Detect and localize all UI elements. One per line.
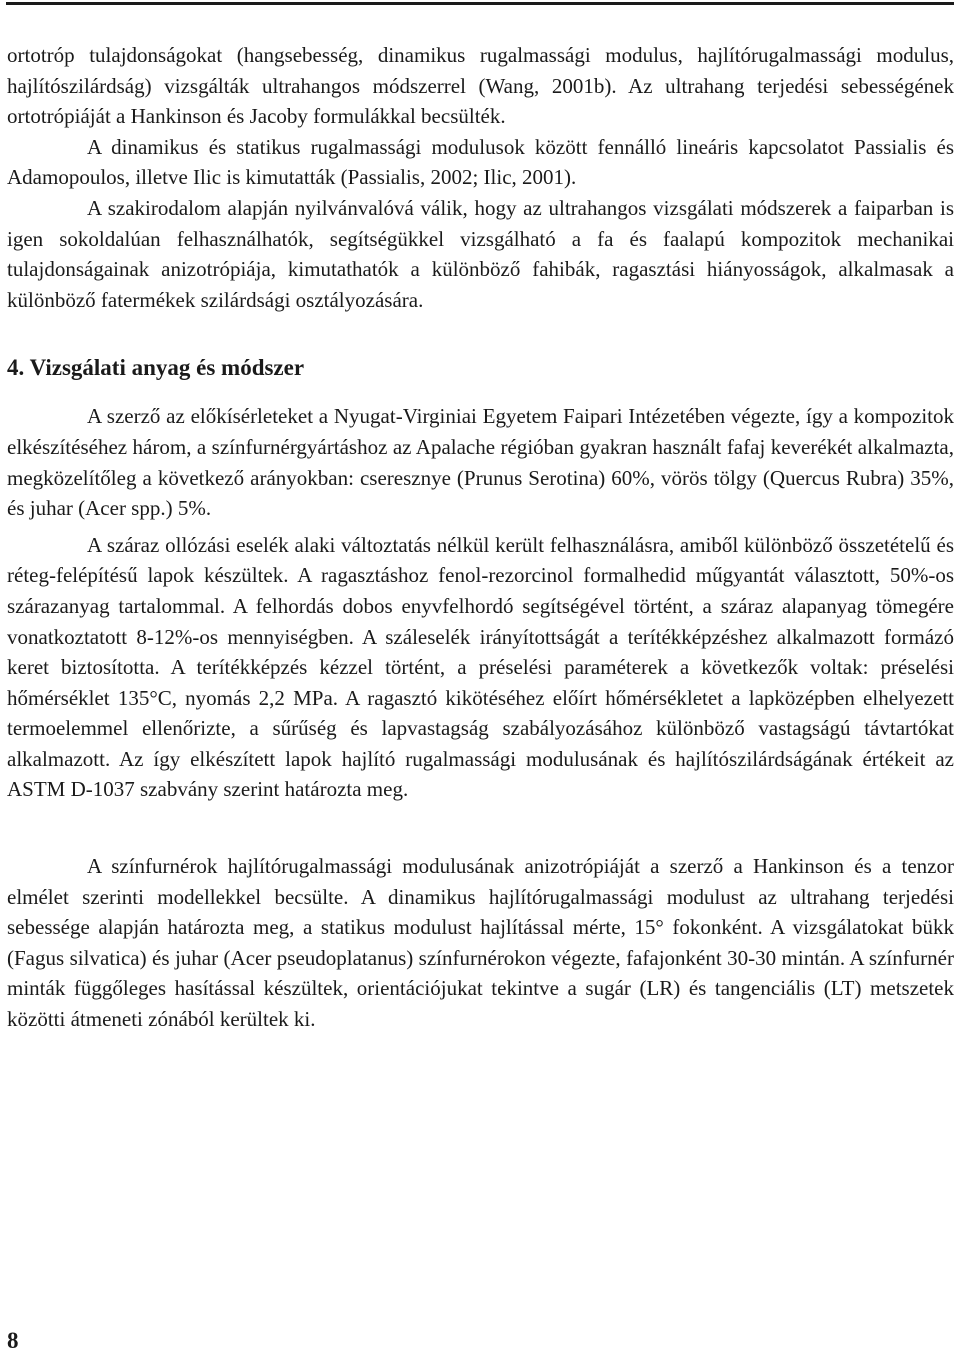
paragraph-ollozasi-eselek: A száraz ollózási eselék alaki változtatás nélkül került felhasználásra, amiből különböző összetételű és réteg-felépítésű lapok készültek. A ragasztáshoz fenol-rezorcinol formalhedid műgyantát választott, 50%-os szárazanyag tartalommal. A felhordás dobos enyvfelhordó segítségével történt, a száraz alapanyag tömegére vonatkoztatott 8-12%-os mennyiségben. A száleselék irányítottságát a terítékképzéshez alkalmazott formázó keret biztosította. A terítékképzés kézzel történt, a préselési paraméterek a következők voltak: préselési hőmérséklet 135°C, nyomás 2,2 MPa. A ragasztó kikötéséhez előírt hőmérsékletet a lapközépben elhelyezett termoelemmel ellenőrizte, a sűrűség és lapvastagság szabályozásához különböző vastagságú távtartókat alkalmazott. Az így elkészített lapok hajlító rugalmassági modulusának és hajlítószilárdságának értékeit az ASTM D-1037 szabvány szerint határozta meg. [7, 532, 954, 802]
paragraph-szakirodalom: A szakirodalom alapján nyilvánvalóvá válik, hogy az ultrahangos vizsgálati módszerek a faiparban is igen sokoldalúan felhasználhatók, segítségükkel vizsgálható a fa és faalapú kompozitok mechanikai tulajdonságainak anizotrópiája, kimutathatók a különböző fahibák, ragasztási hiányosságok, alkalmasak a különböző fatermékek szilárdsági osztályozására. [7, 195, 954, 312]
paragraph-ortotrop: ortotróp tulajdonságokat (hangsebesség, dinamikus rugalmassági modulus, hajlítórugalmassági modulus, hajlítószilárdság) vizsgálták ultrahangos módszerrel (Wang, 2001b). Az ultrahang terjedési sebességének ortotrópiáját a Hankinson és Jacoby formulákkal becsülték. [7, 43, 954, 129]
page-number: 8 [7, 1328, 19, 1353]
header-rule [6, 2, 954, 5]
paragraph-szinfurnerok: A színfurnérok hajlítórugalmassági modulusának anizotrópiáját a szerző a Hankinson és a tenzor elmélet szerinti modellekkel becsülte. A dinamikus hajlítórugalmassági modulust az ultrahang terjedési sebessége alapján határozta meg, a statikus modulust hajlítással mérte, 15° fokonként. A vizsgálatokat bükk (Fagus silvatica) és juhar (Acer pseudoplatanus) színfurnérokon végezte, fafajonként 30-30 mintán. A színfurnér minták függőleges hasítással készültek, orientációjukat tekintve a sugár (LR) és tangenciális (LT) metszetek közötti átmeneti zónából kerültek ki. [7, 854, 954, 1032]
document-page [7, 40, 954, 1035]
paragraph-dinamikus-statikus: A dinamikus és statikus rugalmassági modulusok között fennálló lineáris kapcsolatot Passialis és Adamopoulos, illetve Ilic is kimutatták (Passialis, 2002; Ilic, 2001). [7, 134, 954, 190]
paragraph-spacer [7, 805, 954, 851]
section-heading: 4. Vizsgálati anyag és módszer [7, 355, 305, 381]
paragraph-elokiserletek: A szerző az előkísérleteket a Nyugat-Virginiai Egyetem Faipari Intézetében végezte, így a kompozitok elkészítéséhez három, a színfurnérgyártáshoz az Apalache régióban gyakran használt fafaj keverékét alkalmazta, megközelítőleg a következő arányokban: cseresznye (Prunus Serotina) 60%, vörös tölgy (Quercus Rubra) 35%, és juhar (Acer spp.) 5%. [7, 404, 954, 521]
